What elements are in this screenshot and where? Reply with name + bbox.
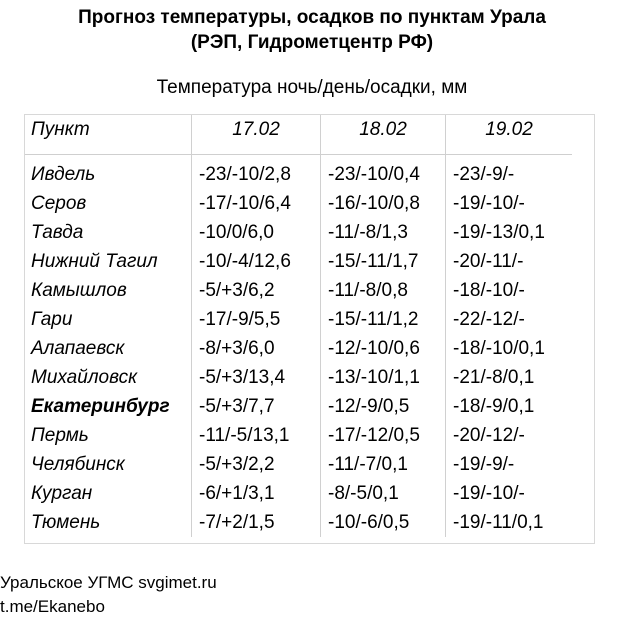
station-name: Челябинск: [31, 454, 125, 475]
forecast-cell: -23/-9/-: [446, 155, 573, 190]
forecast-cell: -10/-4/12,6: [192, 247, 321, 276]
table-row: [24, 450, 572, 479]
station-name: Камышлов: [31, 280, 127, 301]
forecast-cell: -18/-9/0,1: [446, 392, 573, 421]
table-row: [24, 155, 572, 190]
table-row: [24, 392, 572, 421]
forecast-cell: -11/-8/1,3: [321, 218, 446, 247]
station-name: Курган: [31, 483, 93, 504]
forecast-cell: -12/-10/0,6: [321, 334, 446, 363]
station-name: Тюмень: [31, 512, 101, 533]
forecast-cell: -8/+3/6,0: [192, 334, 321, 363]
forecast-cell: -16/-10/0,8: [321, 189, 446, 218]
forecast-cell: -19/-13/0,1: [446, 218, 573, 247]
source-credit: Уральское УГМС svgimet.ru: [0, 573, 217, 592]
station-name: Ивдель: [31, 164, 96, 185]
table-row: [24, 305, 572, 334]
forecast-cell: -10/0/6,0: [192, 218, 321, 247]
table-row: [24, 508, 572, 537]
station-name: Михайловск: [31, 367, 138, 388]
forecast-cell: -18/-10/-: [446, 276, 573, 305]
forecast-cell: -5/+3/2,2: [192, 450, 321, 479]
forecast-cell: -17/-10/6,4: [192, 189, 321, 218]
forecast-table: [24, 114, 572, 537]
table-row: [24, 363, 572, 392]
forecast-cell: -15/-11/1,7: [321, 247, 446, 276]
station-name: Алапаевск: [31, 338, 125, 359]
forecast-cell: -5/+3/13,4: [192, 363, 321, 392]
forecast-cell: -18/-10/0,1: [446, 334, 573, 363]
table-row: [24, 421, 572, 450]
forecast-cell: -11/-5/13,1: [192, 421, 321, 450]
forecast-cell: -11/-7/0,1: [321, 450, 446, 479]
station-name: Пермь: [31, 425, 89, 446]
forecast-cell: -10/-6/0,5: [321, 508, 446, 537]
title-line-1: Прогноз температуры, осадков по пунктам Урала: [78, 7, 546, 28]
forecast-cell: -17/-9/5,5: [192, 305, 321, 334]
station-name: Тавда: [31, 222, 84, 243]
table-row: [24, 189, 572, 218]
station-name: Екатеринбург: [31, 396, 170, 417]
forecast-cell: -5/+3/7,7: [192, 392, 321, 421]
forecast-cell: -23/-10/0,4: [321, 155, 446, 190]
header-station: Пункт: [31, 119, 90, 140]
station-name: Серов: [31, 193, 87, 214]
forecast-cell: -15/-11/1,2: [321, 305, 446, 334]
forecast-cell: -19/-9/-: [446, 450, 573, 479]
forecast-cell: -8/-5/0,1: [321, 479, 446, 508]
title-line-2: (РЭП, Гидрометцентр РФ): [190, 32, 434, 53]
forecast-cell: -6/+1/3,1: [192, 479, 321, 508]
table-row: [24, 247, 572, 276]
forecast-cell: -19/-11/0,1: [446, 508, 573, 537]
forecast-cell: -13/-10/1,1: [321, 363, 446, 392]
page-title: [0, 5, 624, 55]
forecast-cell: -12/-9/0,5: [321, 392, 446, 421]
table-row: [24, 276, 572, 305]
header-date-1: 17.02: [192, 114, 321, 155]
station-name: Нижний Тагил: [31, 251, 158, 272]
forecast-cell: -7/+2/1,5: [192, 508, 321, 537]
forecast-cell: -20/-11/-: [446, 247, 573, 276]
forecast-cell: -11/-8/0,8: [321, 276, 446, 305]
forecast-cell: -22/-12/-: [446, 305, 573, 334]
forecast-cell: -23/-10/2,8: [192, 155, 321, 190]
table-row: [24, 479, 572, 508]
forecast-cell: -20/-12/-: [446, 421, 573, 450]
table-row: [24, 334, 572, 363]
header-date-2: 18.02: [321, 114, 446, 155]
forecast-cell: -5/+3/6,2: [192, 276, 321, 305]
table-row: [24, 218, 572, 247]
forecast-cell: -19/-10/-: [446, 189, 573, 218]
channel-link: t.me/Ekanebo: [0, 597, 105, 616]
header-date-3: 19.02: [446, 114, 573, 155]
forecast-cell: -21/-8/0,1: [446, 363, 573, 392]
table-subtitle: Температура ночь/день/осадки, мм: [156, 77, 468, 98]
station-name: Гари: [31, 309, 73, 330]
forecast-cell: -19/-10/-: [446, 479, 573, 508]
table-header-row: [24, 114, 572, 155]
forecast-cell: -17/-12/0,5: [321, 421, 446, 450]
